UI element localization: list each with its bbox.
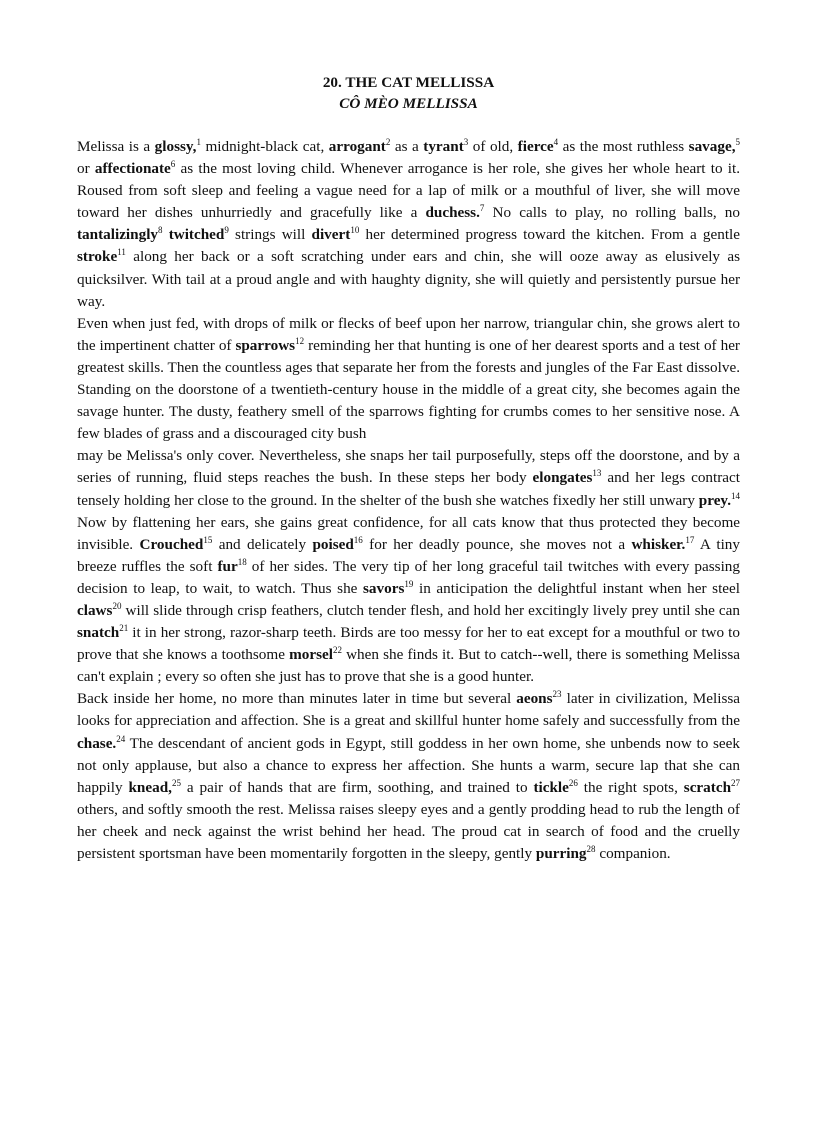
footnote-number: 15 — [203, 534, 213, 545]
text-run: will slide through crisp feathers, clutch tender flesh, and hold her excitingly lively prey until she can — [121, 601, 740, 619]
footnote-number: 21 — [119, 623, 129, 634]
document-subtitle: CÔ MÈO MELLISSA — [339, 95, 478, 112]
footnote-number: 19 — [404, 578, 414, 589]
vocab-term: aeons — [516, 690, 553, 708]
footnote-number: 20 — [112, 600, 122, 611]
footnote-number: 14 — [731, 490, 740, 501]
text-run: a pair of hands that are firm, soothing, and trained to — [180, 778, 534, 796]
footnote-number: 26 — [568, 777, 578, 788]
vocab-term: chase. — [77, 734, 117, 752]
text-run: as the most loving child. Whenever arrogance is her role, she gives her whole heart to it. Roused from soft sleep and feeling a vague need for a lap of milk or a mouthful of liver, she will move toward her dishes unhurriedly and gracefully like a — [77, 160, 740, 222]
vocab-term: stroke — [77, 248, 118, 266]
footnote-number: 17 — [685, 534, 695, 545]
text-run: No calls to play, no rolling balls, no — [484, 204, 740, 222]
text-run: the right spots, — [577, 778, 684, 796]
paragraph — [77, 445, 740, 688]
vocab-term: divert — [311, 226, 351, 244]
text-run: in anticipation the delightful instant when her steel — [413, 579, 740, 597]
text-run: when she finds it. But to catch--well, there is something Melissa can't explain ; every so often she just has to prove that she is a good hunter. — [77, 646, 740, 686]
footnote-number: 7 — [479, 203, 485, 214]
footnote-number: 25 — [171, 777, 181, 788]
paragraph — [77, 136, 740, 313]
text-run: her determined progress toward the kitchen. From a gentle — [359, 226, 740, 244]
vocab-term: whisker. — [631, 535, 686, 553]
text-run: A tiny breeze ruffles the soft — [77, 535, 740, 575]
vocab-term: morsel — [289, 646, 333, 664]
vocab-term: purring — [535, 845, 587, 862]
vocab-term: affectionate — [94, 160, 171, 178]
footnote-number: 10 — [350, 225, 360, 236]
paragraph — [77, 688, 740, 865]
text-run: others, and softly smooth the rest. Melissa raises sleepy eyes and a gently prodding head to rub the length of her cheek and neck against the wrist behind her head. The proud cat in search of food and the cruelly persistent sportsman have been momentarily forgotten in the sleepy, gently — [77, 800, 740, 862]
paragraph — [77, 313, 740, 446]
text-run: and her legs contract tensely holding her close to the ground. In the shelter of the bush she watches fixedly her still unwary — [77, 469, 740, 509]
text-run: companion. — [595, 845, 671, 862]
text-run: as the most ruthless — [558, 138, 689, 155]
footnote-number: 3 — [463, 137, 469, 147]
vocab-term: tantalizingly — [77, 226, 159, 244]
text-run: of old, — [468, 138, 518, 155]
vocab-term: snatch — [77, 624, 120, 642]
text-run: and delicately — [212, 535, 313, 553]
footnote-number: 9 — [224, 225, 229, 236]
text-run: Even when just fed, with drops of milk or flecks of beef upon her narrow, triangular chin, she grows alert to the impertinent chatter of — [77, 314, 740, 354]
text-run: along her back or a soft scratching under ears and chin, she will ooze away as elusively as quicksilver. With tail at a proud angle and with haughty dignity, she will quietly and persistently pursue her way. — [77, 248, 740, 310]
text-run: later in civilization, Melissa looks for appreciation and affection. She is a great and skillful hunter home safely and successfully from the — [77, 690, 741, 730]
document-page — [77, 72, 740, 865]
footnote-number: 18 — [237, 556, 247, 567]
text-run: reminding her that hunting is one of her dearest sports and a test of her greatest skills. Then the countless ages that separate her from the forests and jungles of the Far East dissolve. Standing on the doorstone of a twentieth-century house in the middle of a great city, she becomes again the savage hunter. The dusty, feathery smell of the sparrows fighting for crumbs comes to her sensitive nose. A few blades of grass and a discouraged city bush — [77, 336, 740, 443]
vocab-term: twitched — [168, 226, 225, 244]
footnote-number: 27 — [731, 777, 741, 788]
document-title: 20. THE CAT MELLISSA — [322, 74, 495, 91]
footnote-number: 22 — [332, 645, 342, 656]
vocab-term: claws — [77, 601, 113, 619]
footnote-number: 28 — [586, 844, 596, 854]
vocab-term: scratch — [683, 778, 732, 796]
vocab-term: Crouched — [139, 535, 204, 553]
text-run: or — [77, 160, 95, 178]
footnote-number: 24 — [116, 733, 126, 744]
footnote-number: 4 — [553, 137, 559, 147]
text-run: Melissa is a — [77, 138, 155, 155]
footnote-number: 8 — [158, 225, 163, 236]
text-run: strings will — [228, 226, 312, 244]
footnote-number: 16 — [353, 534, 363, 545]
vocab-term: fierce — [517, 138, 554, 155]
text-run: midnight-black cat, — [200, 138, 329, 155]
footnote-number: 2 — [385, 137, 391, 147]
footnote-number: 13 — [592, 468, 602, 479]
text-run: Now by flattening her ears, she gains great confidence, for all cats know that thus protected they become invisible. — [77, 513, 740, 553]
vocab-term: savage, — [688, 138, 736, 155]
text-run: The descendant of ancient gods in Egypt, still goddess in her own home, she unbends now to seek not only applause, but also a chance to express her affection. She hunts a warm, secure lap that she can happily — [77, 734, 740, 796]
text-run: of her sides. The very tip of her long graceful tail twitches with every passing decision to leap, to wait, to watch. Thus she — [77, 557, 740, 597]
vocab-term: tyrant — [423, 138, 464, 155]
vocab-term: prey. — [698, 491, 731, 509]
text-run: may be Melissa's only cover. Nevertheless, she snaps her tail purposefully, steps off the doorstone, and by a series of running, fluid steps reaches the bush. In these steps her body — [77, 447, 740, 487]
text-run: it in her strong, razor-sharp teeth. Birds are too messy for her to eat except for a mouthful or two to prove that she knows a toothsome — [77, 624, 740, 664]
vocab-term: savors — [363, 579, 405, 597]
vocab-term: poised — [312, 535, 354, 553]
footnote-number: 6 — [170, 159, 176, 170]
vocab-term: glossy, — [154, 138, 197, 155]
vocab-term: tickle — [533, 778, 569, 796]
footnote-number: 11 — [117, 247, 126, 258]
vocab-term: fur — [217, 557, 238, 575]
footnote-number: 1 — [196, 137, 201, 147]
document-body — [77, 136, 740, 865]
text-run: as a — [390, 138, 424, 155]
vocab-term: knead, — [128, 778, 172, 796]
footnote-number: 5 — [735, 137, 740, 147]
vocab-term: duchess. — [425, 204, 480, 222]
vocab-term: sparrows — [235, 336, 296, 354]
footnote-number: 12 — [295, 335, 305, 346]
text-run: Back inside her home, no more than minutes later in time but several — [77, 690, 517, 708]
text-run: for her deadly pounce, she moves not a — [362, 535, 632, 553]
footnote-number: 23 — [552, 689, 562, 700]
vocab-term: elongates — [532, 469, 593, 487]
title-block — [77, 72, 740, 114]
vocab-term: arrogant — [328, 138, 386, 155]
